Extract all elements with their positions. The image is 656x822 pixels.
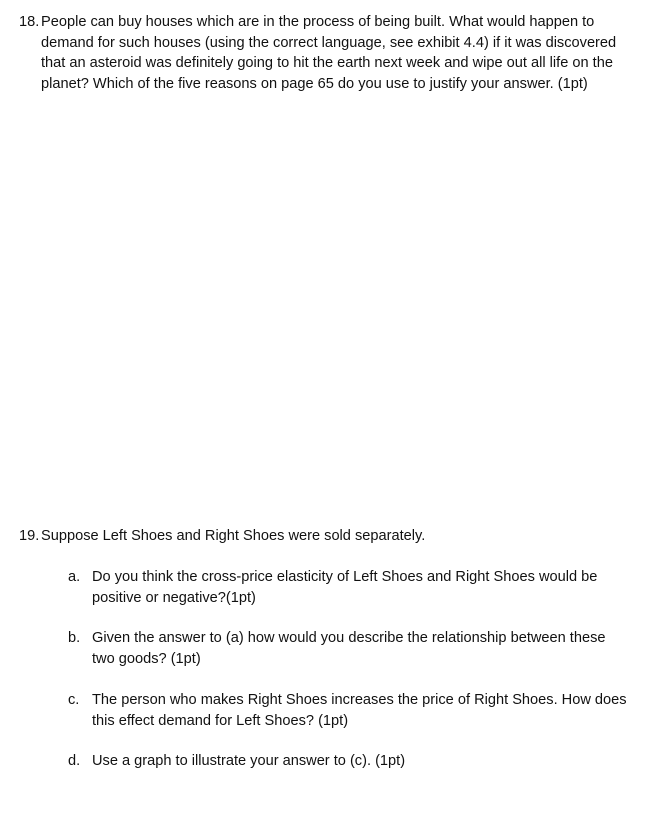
subpart-letter: c. <box>68 692 80 708</box>
subpart-text: Given the answer to (a) how would you describe the relationship between these two goods? (1pt) <box>92 630 606 667</box>
subpart-text: Do you think the cross-price elasticity of Left Shoes and Right Shoes would be positive or negative?(1pt) <box>92 569 598 606</box>
subpart-letter: b. <box>68 630 81 646</box>
question-18 <box>19 12 631 94</box>
subpart-text: The person who makes Right Shoes increases the price of Right Shoes. How does this effect demand for Left Shoes? (1pt) <box>92 692 627 729</box>
question-text: Suppose Left Shoes and Right Shoes were sold separately. <box>41 528 426 544</box>
subpart-d <box>68 751 628 772</box>
subpart-letter: a. <box>68 569 81 585</box>
subpart-text: Use a graph to illustrate your answer to (c). (1pt) <box>92 753 406 769</box>
subpart-b <box>68 628 628 669</box>
question-text: People can buy houses which are in the process of being built. What would happen to demand for such houses (using the correct language, see exhibit 4.4) if it was discovered that an asteroid was definitely going to hit the earth next week and wipe out all life on the planet? Which of the five reasons on page 65 do you use to justify your answer. (1pt) <box>41 14 617 92</box>
question-19 <box>19 526 631 547</box>
subpart-c <box>68 690 628 731</box>
subpart-letter: d. <box>68 753 81 769</box>
subpart-a <box>68 567 628 608</box>
question-number: 18. <box>19 14 40 30</box>
question-number: 19. <box>19 528 40 544</box>
